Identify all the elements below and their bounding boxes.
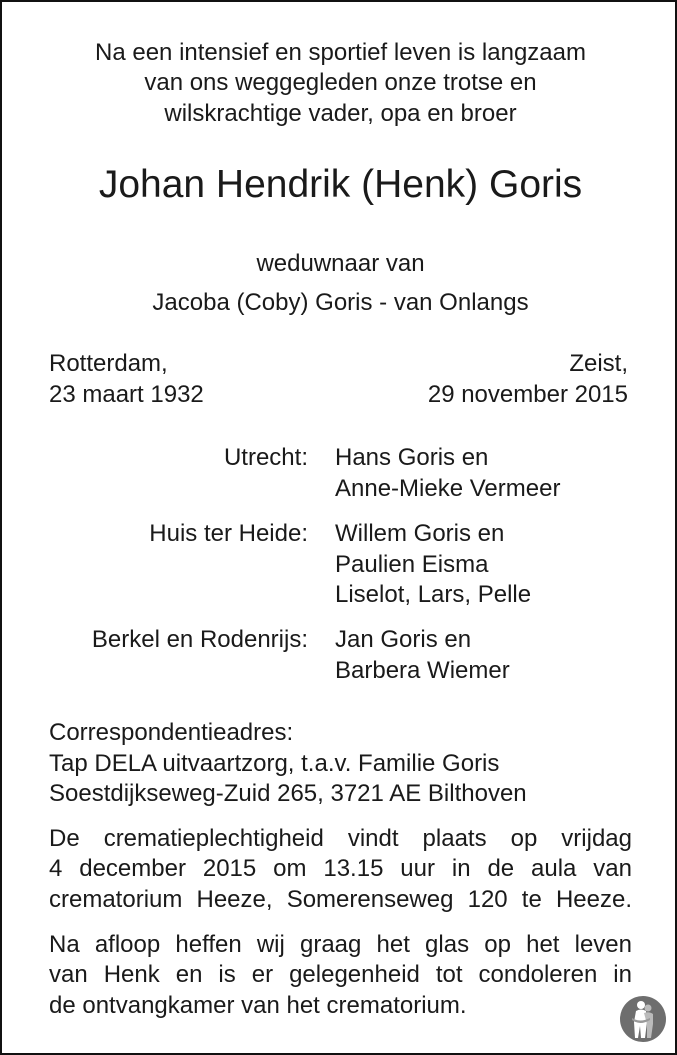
birth-date: 23 maart 1932: [49, 381, 204, 408]
widower-label: weduwnaar van: [256, 250, 425, 277]
birth-place: Rotterdam,: [49, 350, 168, 377]
family-name: Liselot, Lars, Pelle: [335, 581, 532, 608]
family-place: Huis ter Heide:: [149, 520, 308, 547]
family-name: Paulien Eisma: [335, 551, 489, 578]
ceremony-line: 4 december 2015 om 13.15 uur in de aula van: [49, 855, 632, 882]
family-name: Willem Goris en: [335, 520, 505, 547]
closing-line: van Henk en is er gelegenheid tot condoleren in: [49, 961, 632, 988]
closing-line: Na afloop heffen wij graag het glas op het leven: [49, 931, 632, 958]
closing-line: de ontvangkamer van het crematorium.: [49, 992, 467, 1019]
family-name: Barbera Wiemer: [335, 657, 510, 684]
intro-line: Na een intensief en sportief leven is langzaam: [95, 39, 586, 66]
death-date: 29 november 2015: [427, 381, 628, 408]
death-place: Zeist,: [569, 350, 628, 377]
deceased-name: Johan Hendrik (Henk) Goris: [98, 163, 583, 206]
family-name: Jan Goris en: [335, 626, 472, 653]
family-name: Hans Goris en: [335, 444, 489, 471]
family-name: Anne-Mieke Vermeer: [335, 475, 561, 502]
ceremony-line: De crematieplechtigheid vindt plaats op vrijdag: [49, 825, 632, 852]
address-line: Correspondentieadres:: [49, 719, 294, 746]
dela-logo-icon: [620, 996, 666, 1042]
address-line: Tap DELA uitvaartzorg, t.a.v. Familie Goris: [49, 750, 500, 777]
family-place: Berkel en Rodenrijs:: [91, 626, 308, 653]
intro-line: wilskrachtige vader, opa en broer: [164, 100, 517, 127]
spouse-name: Jacoba (Coby) Goris - van Onlangs: [152, 289, 529, 316]
address-line: Soestdijkseweg-Zuid 265, 3721 AE Bilthoven: [49, 780, 527, 807]
ceremony-line: crematorium Heeze, Somerenseweg 120 te Heeze.: [49, 886, 632, 913]
intro-line: van ons weggegleden onze trotse en: [144, 69, 537, 96]
family-place: Utrecht:: [223, 444, 308, 471]
